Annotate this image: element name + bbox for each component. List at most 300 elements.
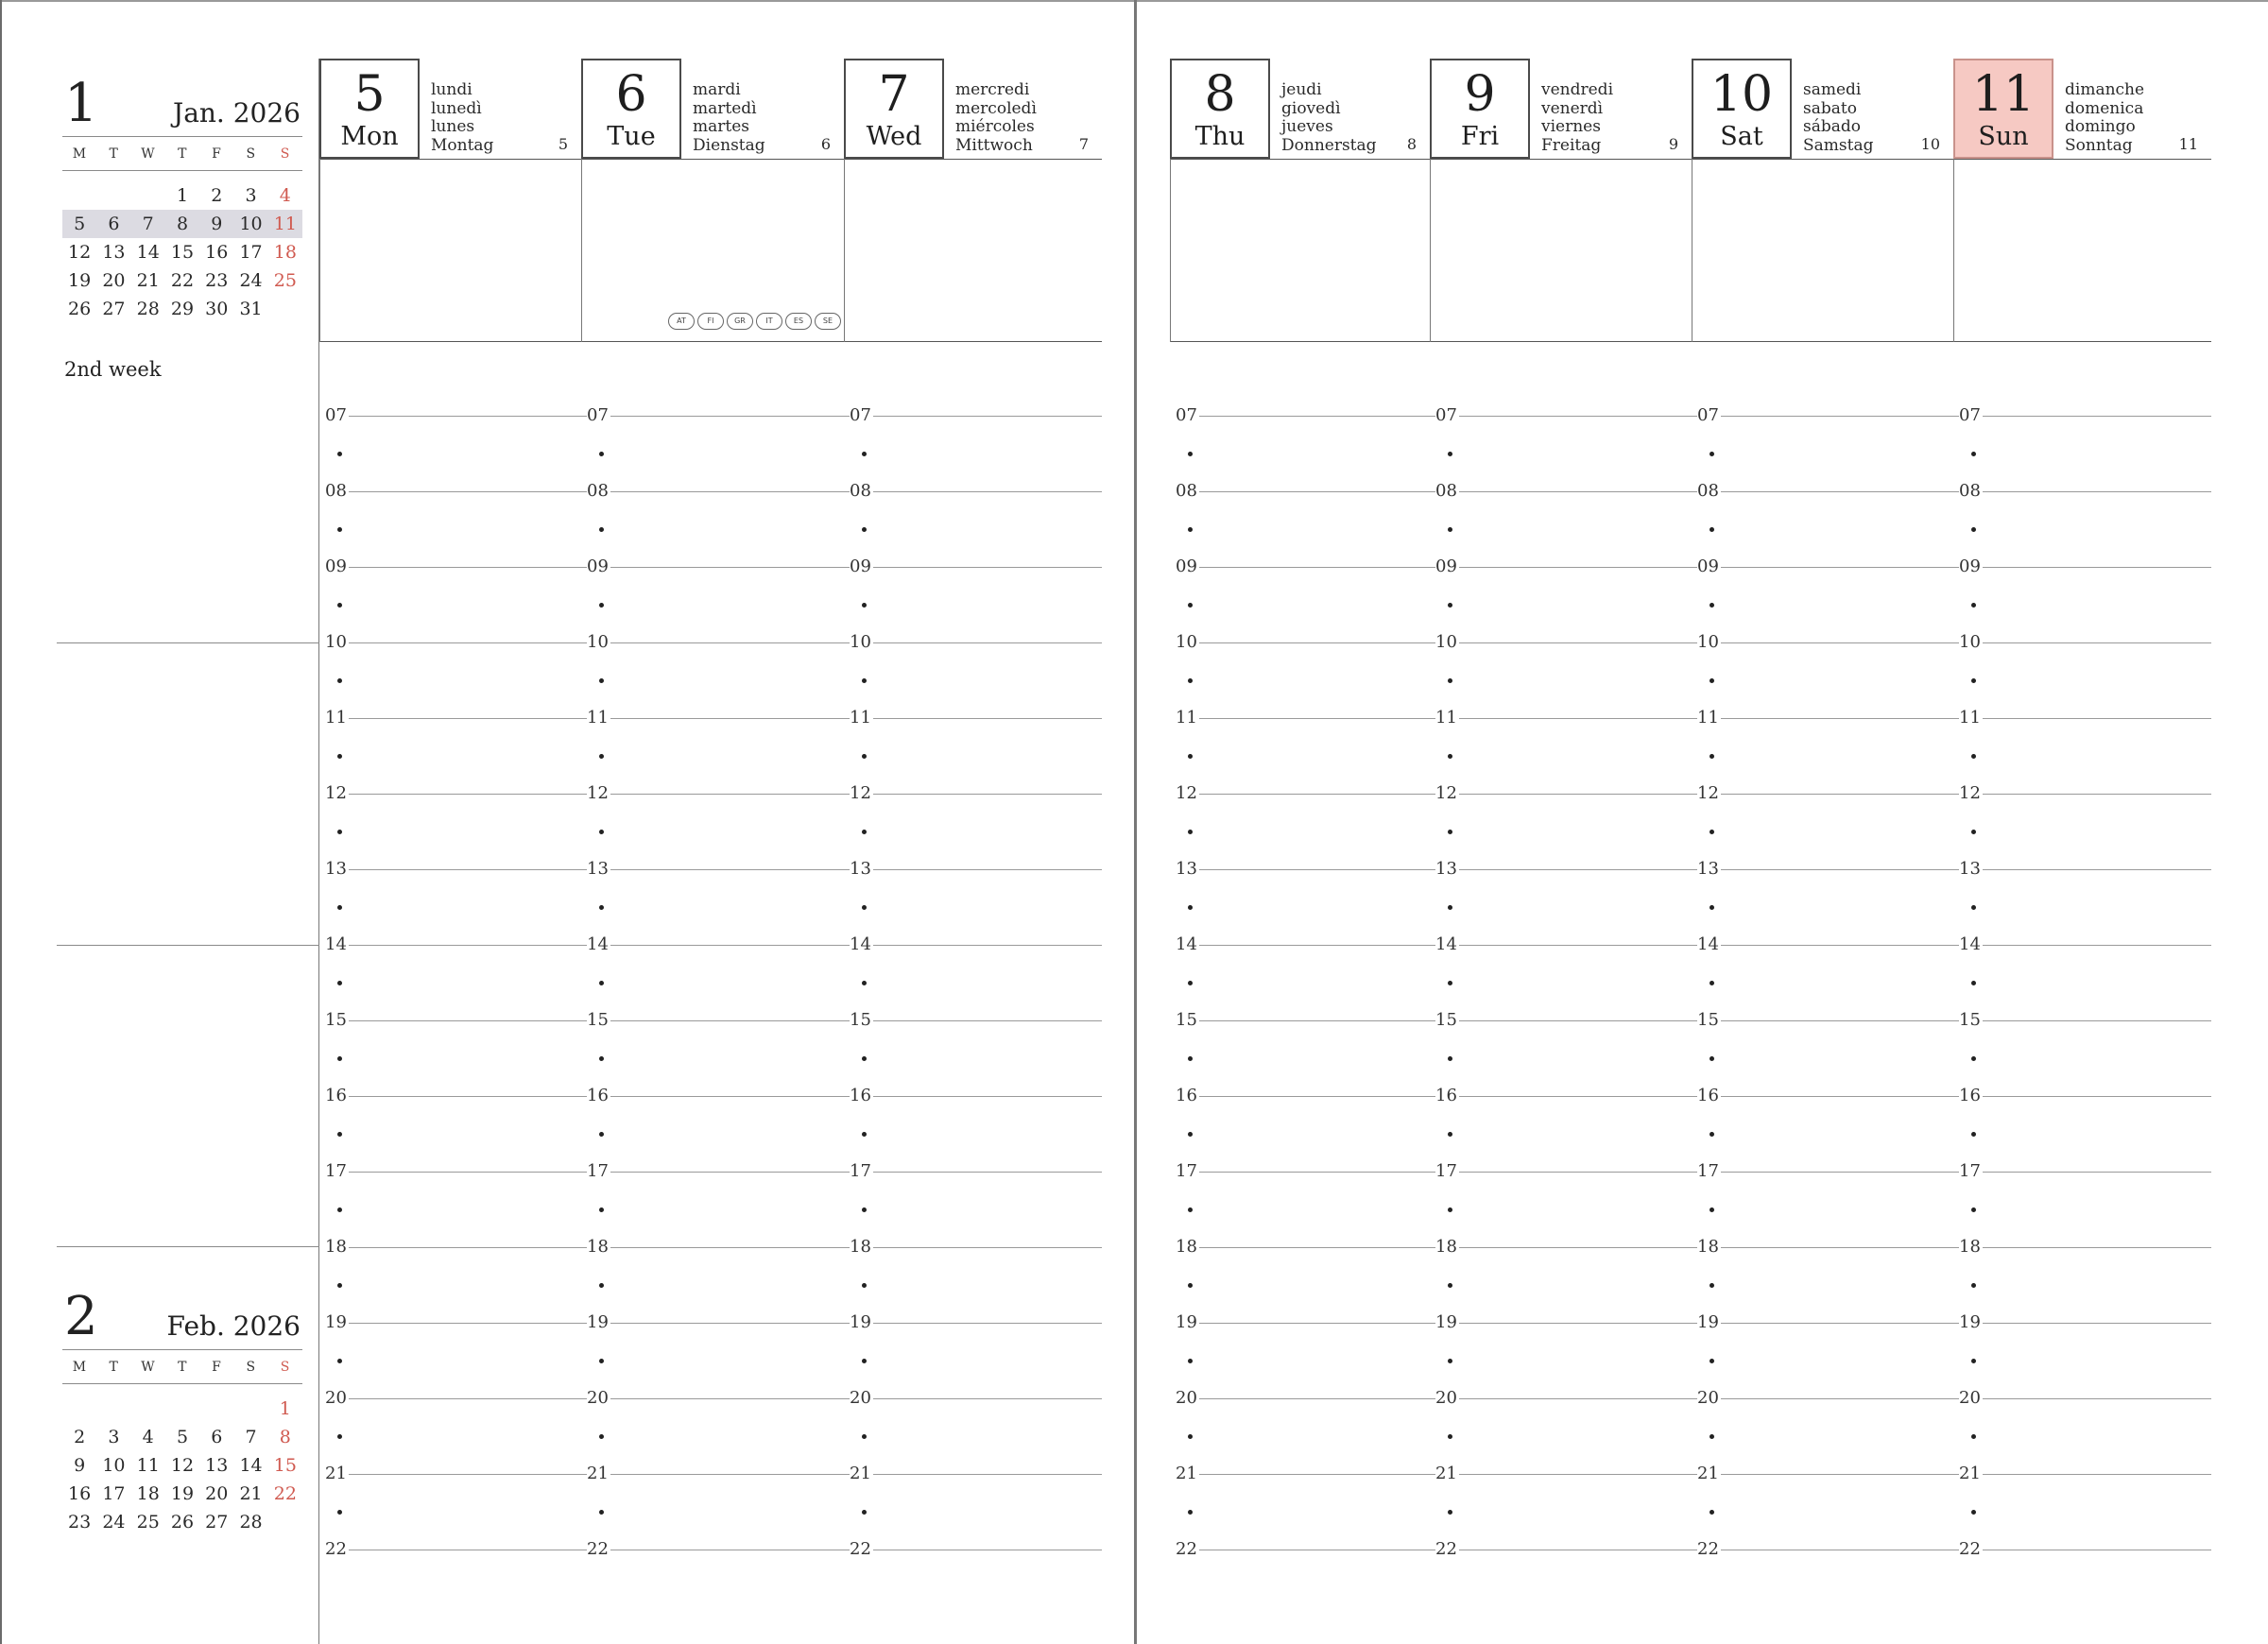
half-hour-dot <box>599 1359 604 1363</box>
day-number: 8 <box>1204 66 1236 123</box>
hour-label: 14 <box>325 934 347 954</box>
hour-label: 10 <box>587 632 609 652</box>
hour-label: 13 <box>1697 859 1719 879</box>
weekday-letter: W <box>141 146 156 162</box>
hour-label: 19 <box>1959 1312 1981 1332</box>
hour-label: 11 <box>1697 708 1719 728</box>
mini-calendar-day: 11 <box>136 1455 160 1476</box>
half-hour-dot <box>337 1434 342 1439</box>
hour-label: 20 <box>1697 1388 1719 1408</box>
day-name: Wed <box>866 122 922 151</box>
mini-calendar-weekday-header <box>62 1358 302 1377</box>
mini-calendar-day <box>268 1508 302 1536</box>
day-name-translation: Donnerstag <box>1281 135 1377 155</box>
mini-calendar-day: 16 <box>68 1483 92 1504</box>
hour-line <box>1176 567 2211 568</box>
hour-line <box>325 642 1102 643</box>
mini-calendar-day: 28 <box>239 1512 263 1533</box>
mini-calendar-day: 13 <box>102 242 126 263</box>
half-hour-dot <box>1188 981 1193 985</box>
day-name-translations <box>2065 81 2144 155</box>
holiday-badge: ES <box>785 313 812 330</box>
day-number: 6 <box>615 66 647 123</box>
weekday-letter: F <box>212 146 222 162</box>
half-hour-dot <box>337 830 342 834</box>
half-hour-dot <box>862 1283 867 1288</box>
mini-calendar-day <box>268 295 302 323</box>
mini-calendar-day: 18 <box>273 242 297 263</box>
half-hour-dot <box>599 754 604 759</box>
half-hour-dot <box>1448 905 1452 910</box>
half-hour-dot <box>1710 527 1714 532</box>
hour-line <box>1176 642 2211 643</box>
hour-label: 18 <box>1176 1237 1197 1257</box>
hour-label: 12 <box>1959 783 1981 803</box>
mini-calendar-number: 1 <box>64 73 98 134</box>
day-name-translation: Mittwoch <box>955 135 1033 155</box>
hour-line <box>325 718 1102 719</box>
mini-calendar-day: 19 <box>170 1483 195 1504</box>
mini-calendar-day: 5 <box>74 214 86 234</box>
weekday-letter: W <box>141 1360 156 1375</box>
half-hour-dot <box>1971 527 1976 532</box>
half-hour-dot <box>1971 1132 1976 1137</box>
hour-line <box>1176 1247 2211 1248</box>
half-hour-dot <box>1188 1510 1193 1515</box>
hour-line <box>325 1323 1102 1324</box>
half-hour-dot <box>1971 1434 1976 1439</box>
half-hour-dot <box>1188 603 1193 608</box>
hour-label: 09 <box>850 557 871 576</box>
half-hour-dot <box>599 830 604 834</box>
day-name-translation: domenica <box>2065 98 2144 118</box>
mini-calendar-day: 25 <box>273 270 297 291</box>
hour-label: 18 <box>850 1237 871 1257</box>
page-edge-left <box>0 0 2 1644</box>
hour-line <box>1176 1020 2211 1021</box>
mini-calendar-number: 2 <box>64 1286 98 1347</box>
hour-label: 11 <box>850 708 871 728</box>
mini-calendar-day: 30 <box>205 299 229 319</box>
mini-calendar-day <box>165 1395 199 1423</box>
hour-label: 12 <box>1435 783 1457 803</box>
day-name: Mon <box>340 122 399 151</box>
day-of-year: 9 <box>1668 135 1678 153</box>
hour-line <box>1176 1323 2211 1324</box>
hour-label: 08 <box>850 481 871 501</box>
day-name-translation: Freitag <box>1541 135 1602 155</box>
day-name: Sat <box>1720 122 1763 151</box>
holiday-badge: AT <box>668 313 695 330</box>
hour-label: 09 <box>1697 557 1719 576</box>
day-of-year: 7 <box>1078 135 1089 153</box>
day-of-year: 8 <box>1406 135 1417 153</box>
day-name-translation: mardi <box>693 80 741 99</box>
half-hour-dot <box>1188 1434 1193 1439</box>
half-hour-dot <box>599 1283 604 1288</box>
mini-calendar-day: 20 <box>102 270 126 291</box>
mini-calendar-week-row <box>62 1480 302 1508</box>
half-hour-dot <box>1448 527 1452 532</box>
hour-label: 16 <box>850 1086 871 1105</box>
mini-calendar-rule <box>62 1349 302 1350</box>
hour-label: 15 <box>1959 1010 1981 1030</box>
hour-label: 21 <box>587 1464 609 1483</box>
hour-line <box>325 794 1102 795</box>
hour-line <box>325 945 1102 946</box>
day-name-translation: mercoledì <box>955 98 1037 118</box>
half-hour-dot <box>1710 1283 1714 1288</box>
half-hour-dot <box>862 981 867 985</box>
day-name-translation: miércoles <box>955 117 1035 136</box>
hour-label: 10 <box>1959 632 1981 652</box>
hour-label: 12 <box>325 783 347 803</box>
weekday-letter: S <box>246 146 256 162</box>
mini-calendar-week-row <box>62 1508 302 1536</box>
half-hour-dot <box>1971 1056 1976 1061</box>
mini-calendar-day: 23 <box>205 270 229 291</box>
hour-label: 10 <box>1176 632 1197 652</box>
hour-label: 21 <box>1435 1464 1457 1483</box>
half-hour-dot <box>1448 1510 1452 1515</box>
half-hour-dot <box>862 1056 867 1061</box>
day-name: Tue <box>607 122 656 151</box>
half-hour-dot <box>337 905 342 910</box>
half-hour-dot <box>337 678 342 683</box>
mini-calendar-days <box>62 181 302 323</box>
hour-label: 20 <box>1176 1388 1197 1408</box>
mini-calendar-rule <box>62 1383 302 1384</box>
hour-label: 22 <box>1697 1539 1719 1559</box>
half-hour-dot <box>1448 1434 1452 1439</box>
hour-label: 14 <box>1176 934 1197 954</box>
book-gutter <box>1134 0 1137 1644</box>
mini-calendar-day: 11 <box>273 214 297 234</box>
half-hour-dot <box>599 452 604 456</box>
hour-label: 08 <box>325 481 347 501</box>
mini-calendar-day: 9 <box>74 1455 86 1476</box>
weekday-letter: M <box>72 1360 87 1375</box>
hour-label: 09 <box>1435 557 1457 576</box>
day-name-translation: Dienstag <box>693 135 765 155</box>
hour-label: 16 <box>1435 1086 1457 1105</box>
hour-label: 13 <box>587 859 609 879</box>
day-name-translations <box>1803 81 1873 155</box>
mini-calendar-day: 27 <box>102 299 126 319</box>
day-name-translation: lunedì <box>431 98 482 118</box>
hour-label: 12 <box>1176 783 1197 803</box>
hour-label: 19 <box>1176 1312 1197 1332</box>
half-hour-dot <box>1971 603 1976 608</box>
hour-label: 08 <box>587 481 609 501</box>
weekday-letter: T <box>109 146 119 162</box>
hour-label: 20 <box>325 1388 347 1408</box>
day-name-translation: sabato <box>1803 98 1857 118</box>
half-hour-dot <box>337 1283 342 1288</box>
mini-calendar-day: 8 <box>176 214 189 234</box>
hour-label: 17 <box>325 1161 347 1181</box>
half-hour-dot <box>1710 1510 1714 1515</box>
hour-label: 18 <box>325 1237 347 1257</box>
day-of-year: 10 <box>1920 135 1940 153</box>
sidebar-separator <box>57 642 319 643</box>
mini-calendar-day: 10 <box>102 1455 126 1476</box>
hour-label: 07 <box>325 405 347 425</box>
hour-label: 14 <box>1959 934 1981 954</box>
half-hour-dot <box>1710 603 1714 608</box>
day-name-translation: Montag <box>431 135 494 155</box>
mini-calendar-day: 22 <box>273 1483 297 1504</box>
hour-line <box>325 1474 1102 1475</box>
hour-label: 07 <box>1435 405 1457 425</box>
sidebar-separator <box>57 1246 319 1247</box>
day-name-translation: jeudi <box>1281 80 1322 99</box>
mini-calendar-week-row <box>62 238 302 266</box>
mini-calendar-day: 28 <box>136 299 160 319</box>
mini-calendar-day: 7 <box>142 214 154 234</box>
hour-label: 09 <box>1176 557 1197 576</box>
hour-label: 10 <box>1697 632 1719 652</box>
hour-label: 11 <box>325 708 347 728</box>
day-number: 5 <box>353 66 386 123</box>
mini-calendar-day: 16 <box>205 242 229 263</box>
half-hour-dot <box>1710 981 1714 985</box>
hour-label: 07 <box>1697 405 1719 425</box>
half-hour-dot <box>1448 678 1452 683</box>
mini-calendar-day: 14 <box>239 1455 263 1476</box>
mini-calendar-week-row <box>62 295 302 323</box>
half-hour-dot <box>599 1434 604 1439</box>
hour-label: 13 <box>325 859 347 879</box>
mini-calendar-day: 9 <box>211 214 223 234</box>
mini-calendar-week-row <box>62 1451 302 1480</box>
hour-label: 15 <box>1176 1010 1197 1030</box>
hour-line <box>325 416 1102 417</box>
mini-calendar-day: 15 <box>170 242 195 263</box>
day-name-translation: Sonntag <box>2065 135 2133 155</box>
half-hour-dot <box>1188 1056 1193 1061</box>
hour-label: 10 <box>1435 632 1457 652</box>
hour-label: 17 <box>1435 1161 1457 1181</box>
mini-calendar-day: 25 <box>136 1512 160 1533</box>
half-hour-dot <box>1710 1207 1714 1212</box>
day-number: 7 <box>878 66 910 123</box>
half-hour-dot <box>862 1510 867 1515</box>
half-hour-dot <box>599 905 604 910</box>
hour-label: 16 <box>1176 1086 1197 1105</box>
day-name-translation: samedi <box>1803 80 1862 99</box>
half-hour-dot <box>1710 830 1714 834</box>
hour-label: 17 <box>1959 1161 1981 1181</box>
mini-calendar-day: 12 <box>170 1455 195 1476</box>
hour-label: 19 <box>325 1312 347 1332</box>
hour-label: 13 <box>1176 859 1197 879</box>
mini-calendar-weekday-header <box>62 145 302 163</box>
day-name: Fri <box>1460 122 1500 151</box>
day-header-box <box>844 59 944 159</box>
day-name-translation: giovedì <box>1281 98 1341 118</box>
hour-label: 22 <box>587 1539 609 1559</box>
day-name-translations <box>955 81 1037 155</box>
mini-calendar-day <box>96 1395 130 1423</box>
half-hour-dot <box>862 1434 867 1439</box>
half-hour-dot <box>1710 1132 1714 1137</box>
hour-line <box>1176 718 2211 719</box>
mini-calendar-1 <box>62 73 302 351</box>
hour-label: 22 <box>1435 1539 1457 1559</box>
hour-label: 21 <box>1959 1464 1981 1483</box>
hour-line <box>325 1020 1102 1021</box>
hour-label: 08 <box>1959 481 1981 501</box>
hour-line <box>1176 794 2211 795</box>
mini-calendar-day: 8 <box>279 1427 291 1447</box>
mini-calendar-day: 21 <box>136 270 160 291</box>
mini-calendar-rule <box>62 170 302 171</box>
day-number: 11 <box>1971 66 2036 123</box>
half-hour-dot <box>1448 830 1452 834</box>
half-hour-dot <box>1448 754 1452 759</box>
hour-label: 19 <box>587 1312 609 1332</box>
mini-calendar-day: 1 <box>176 185 189 206</box>
hour-label: 09 <box>587 557 609 576</box>
half-hour-dot <box>1710 452 1714 456</box>
half-hour-dot <box>337 1056 342 1061</box>
hour-label: 19 <box>850 1312 871 1332</box>
mini-calendar-day: 22 <box>170 270 195 291</box>
half-hour-dot <box>1448 1132 1452 1137</box>
hour-label: 14 <box>850 934 871 954</box>
mini-calendar-day <box>131 181 165 210</box>
mini-calendar-day: 5 <box>176 1427 189 1447</box>
mini-calendar-day <box>96 181 130 210</box>
half-hour-dot <box>862 527 867 532</box>
hour-label: 08 <box>1176 481 1197 501</box>
mini-calendar-day: 6 <box>211 1427 223 1447</box>
holiday-badge: IT <box>756 313 782 330</box>
mini-calendar-day: 20 <box>205 1483 229 1504</box>
weekday-letter: S <box>280 1360 290 1375</box>
half-hour-dot <box>1710 1359 1714 1363</box>
hour-line <box>325 567 1102 568</box>
half-hour-dot <box>1448 981 1452 985</box>
hour-label: 12 <box>850 783 871 803</box>
mini-calendar-day: 17 <box>239 242 263 263</box>
half-hour-dot <box>1188 678 1193 683</box>
hour-label: 15 <box>1435 1010 1457 1030</box>
day-name-translation: lunes <box>431 117 475 136</box>
day-name-translations <box>431 81 493 155</box>
day-name-translations <box>693 81 765 155</box>
hour-label: 09 <box>325 557 347 576</box>
mini-calendar-rule <box>62 136 302 137</box>
hour-line <box>325 1398 1102 1399</box>
hour-line <box>325 1172 1102 1173</box>
half-hour-dot <box>1710 905 1714 910</box>
hour-label: 07 <box>1176 405 1197 425</box>
hour-label: 16 <box>325 1086 347 1105</box>
mini-calendar-title: Feb. 2026 <box>166 1310 301 1342</box>
header-rule <box>1170 159 2211 160</box>
hour-label: 13 <box>1435 859 1457 879</box>
half-hour-dot <box>862 905 867 910</box>
half-hour-dot <box>1188 1207 1193 1212</box>
hour-label: 19 <box>1435 1312 1457 1332</box>
day-header-box <box>319 59 420 159</box>
half-hour-dot <box>1188 452 1193 456</box>
mini-calendar-day: 23 <box>68 1512 92 1533</box>
half-hour-dot <box>1710 1434 1714 1439</box>
half-hour-dot <box>1971 754 1976 759</box>
mini-calendar-week-row <box>62 266 302 295</box>
half-hour-dot <box>1971 452 1976 456</box>
hour-label: 20 <box>1959 1388 1981 1408</box>
hour-line <box>1176 1474 2211 1475</box>
mini-calendar-day <box>62 1395 96 1423</box>
day-of-year: 5 <box>558 135 568 153</box>
day-header-box <box>1170 59 1270 159</box>
half-hour-dot <box>1971 1207 1976 1212</box>
half-hour-dot <box>337 754 342 759</box>
mini-calendar-day: 3 <box>108 1427 120 1447</box>
half-hour-dot <box>599 1207 604 1212</box>
hour-label: 07 <box>1959 405 1981 425</box>
mini-calendar-day: 6 <box>108 214 120 234</box>
hour-label: 18 <box>1435 1237 1457 1257</box>
half-hour-dot <box>1710 754 1714 759</box>
day-header-box <box>1430 59 1530 159</box>
day-name-translations <box>1541 81 1613 155</box>
weekday-letter: S <box>280 146 290 162</box>
hour-label: 17 <box>1176 1161 1197 1181</box>
mini-calendar-day <box>233 1395 267 1423</box>
hour-label: 19 <box>1697 1312 1719 1332</box>
hour-label: 13 <box>850 859 871 879</box>
hour-label: 22 <box>850 1539 871 1559</box>
mini-calendar-day: 2 <box>211 185 223 206</box>
hour-label: 10 <box>325 632 347 652</box>
hour-label: 21 <box>325 1464 347 1483</box>
mini-calendar-day: 21 <box>239 1483 263 1504</box>
hour-label: 18 <box>587 1237 609 1257</box>
half-hour-dot <box>862 754 867 759</box>
weekday-letter: M <box>72 146 87 162</box>
half-hour-dot <box>1971 1283 1976 1288</box>
day-of-year: 6 <box>820 135 831 153</box>
day-name-translation: dimanche <box>2065 80 2145 99</box>
mini-calendar-day: 1 <box>279 1398 291 1419</box>
half-hour-dot <box>337 1132 342 1137</box>
weekday-letter: F <box>212 1360 222 1375</box>
mini-calendar-week-row <box>62 1423 302 1451</box>
hour-label: 22 <box>325 1539 347 1559</box>
holiday-country-badges <box>668 313 841 330</box>
half-hour-dot <box>337 1359 342 1363</box>
mini-calendar-2 <box>62 1286 302 1565</box>
hour-label: 08 <box>1697 481 1719 501</box>
hour-label: 16 <box>1697 1086 1719 1105</box>
half-hour-dot <box>1971 905 1976 910</box>
hour-label: 13 <box>1959 859 1981 879</box>
mini-calendar-day <box>131 1395 165 1423</box>
day-name-translation: Samstag <box>1803 135 1874 155</box>
hour-label: 11 <box>1176 708 1197 728</box>
hour-label: 20 <box>850 1388 871 1408</box>
hour-label: 16 <box>1959 1086 1981 1105</box>
mini-calendar-day: 15 <box>273 1455 297 1476</box>
mini-calendar-day: 3 <box>245 185 257 206</box>
day-of-year: 11 <box>2178 135 2198 153</box>
hour-label: 14 <box>587 934 609 954</box>
